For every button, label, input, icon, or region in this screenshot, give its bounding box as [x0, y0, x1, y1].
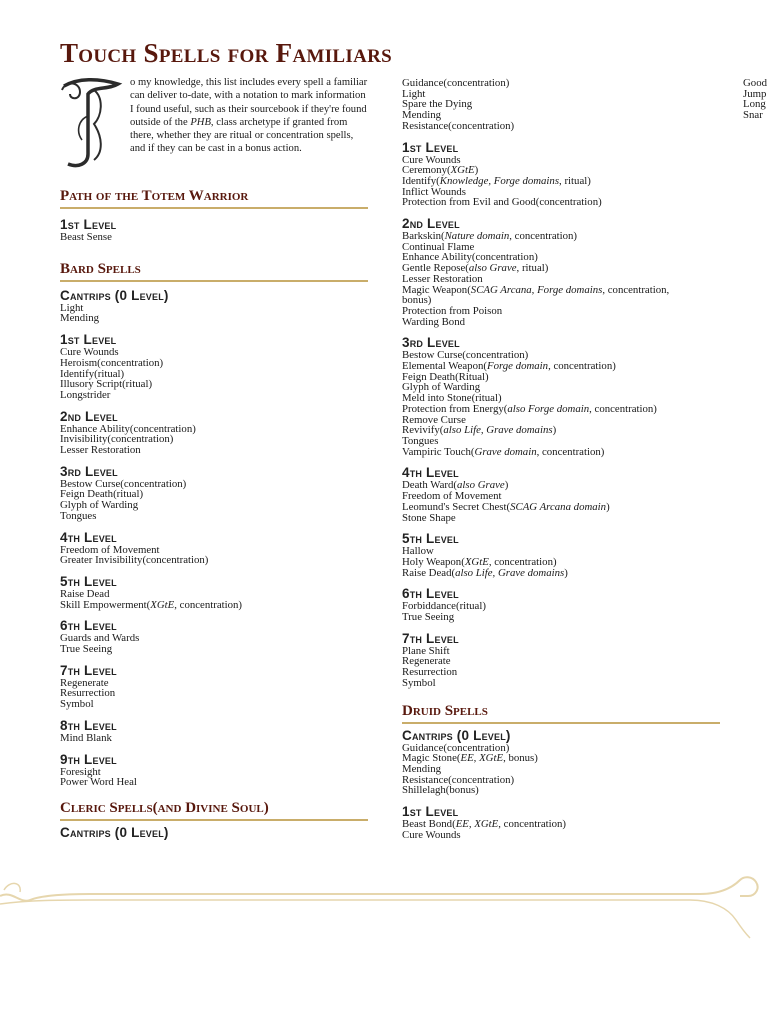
spell-item: Feign Death(ritual): [60, 488, 144, 501]
spell-item: Power Word Heal: [60, 776, 137, 789]
spell-item: Raise Dead(also Life, Grave domains): [402, 566, 568, 579]
spell-item: Warding Bond: [402, 315, 466, 328]
spell-item: Light: [402, 87, 426, 100]
spell-item: Illusory Script(ritual): [60, 378, 153, 391]
spell-item: Cure Wounds: [402, 153, 461, 166]
bard-level-7: 7th Level: [60, 662, 117, 678]
bard-level-2: 2nd Level: [60, 408, 118, 424]
cleric-level-6: 6th Level: [402, 586, 459, 602]
section-druid: Druid Spells: [402, 703, 720, 724]
bard-level-1: 1st Level: [60, 332, 117, 348]
spell-item: Cure Wounds: [402, 828, 461, 841]
spell-item: Holy Weapon(XGtE, concentration): [402, 555, 557, 568]
dropcap: [58, 76, 124, 166]
spell-item-continued: bonus): [402, 294, 432, 307]
spell-item: Invisibility(concentration): [60, 433, 174, 446]
spell-item: Plane Shift: [402, 644, 450, 657]
spell-item: Enhance Ability(concentration): [402, 251, 538, 264]
intro-phb: PHB: [190, 116, 211, 128]
spell-item: Vampiric Touch(Grave domain, concentration): [402, 445, 605, 458]
spell-item: Mending: [402, 109, 441, 122]
bard-level-4: 4th Level: [60, 529, 117, 545]
druid-level-1: 1st Level: [402, 804, 459, 820]
spell-item: Lesser Restoration: [60, 444, 141, 457]
spell-item: Resurrection: [60, 687, 116, 700]
spell-item: Lesser Restoration: [402, 272, 483, 285]
spell-item: Barkskin(Nature domain, concentration): [402, 230, 578, 243]
spell-item: Magic Weapon(SCAG Arcana, Forge domains, concentration,: [402, 283, 670, 296]
spell-item: Continual Flame: [402, 240, 475, 253]
spell-item: Shillelagh(bonus): [402, 784, 479, 797]
intro-paragraph: [60, 76, 368, 180]
cleric-level-1: 1st Level: [402, 139, 459, 155]
spell-item: Protection from Evil and Good(concentration): [402, 196, 602, 209]
bard-level-5: 5th Level: [60, 573, 117, 589]
bard-level-6: 6th Level: [60, 618, 117, 634]
spell-item: True Seeing: [60, 643, 113, 656]
middle-column: [402, 78, 720, 840]
spell-item: Symbol: [60, 698, 94, 711]
spell-item: Ceremony(XGtE): [402, 164, 479, 177]
spell-item: Mending: [402, 762, 441, 775]
spell-item: Bestow Curse(concentration): [402, 349, 529, 362]
dropcap-flourish-icon: [58, 76, 124, 172]
spell-item: Identify(ritual): [60, 367, 125, 380]
spell-item: Freedom of Movement: [60, 543, 160, 556]
spell-item: Elemental Weapon(Forge domain, concentration): [402, 360, 616, 373]
spell-item: Cure Wounds: [60, 346, 119, 359]
spell-item: True Seeing: [402, 611, 455, 624]
spell-item: Jump: [743, 87, 767, 100]
spell-item: Glyph of Warding: [402, 381, 481, 394]
spell-item: Resistance(concentration): [402, 119, 515, 132]
spell-item: Snar: [743, 109, 763, 121]
spell-item: Greater Invisibility(concentration): [60, 554, 209, 567]
cleric-level-5: 5th Level: [402, 531, 459, 547]
spell-item: Long: [743, 98, 766, 111]
cleric-cantrips: Cantrips (0 Level): [60, 824, 169, 840]
spell-item: Symbol: [402, 676, 436, 689]
spell-item: Beast Bond(EE, XGtE, concentration): [402, 818, 567, 831]
totem-level-1: 1st Level: [60, 217, 117, 232]
spell-item: Bestow Curse(concentration): [60, 477, 187, 490]
spell-item: Heroism(concentration): [60, 356, 164, 369]
cleric-level-4: 4th Level: [402, 465, 459, 481]
spell-item: Glyph of Warding: [60, 499, 139, 512]
spell-item: Stone Shape: [402, 511, 456, 524]
spell-item: Beast Sense: [60, 231, 112, 243]
section-totem-warrior: Path of the Totem Warrior: [60, 188, 368, 209]
spell-item: Leomund's Secret Chest(SCAG Arcana domain): [402, 500, 610, 513]
intro-text-before: o my knowledge, this list includes every spell a familiar can deliver to-date, with a notation to mark information I found useful, such as their sourcebook if they're found outside of the: [130, 77, 368, 128]
spell-item: Forbiddance(ritual): [402, 600, 486, 613]
bard-level-8: 8th Level: [60, 717, 117, 733]
intro-text-after: , class archetype if granted from there, whether they are ritual or concentration spells, and if they can be cast in a bonus action.: [130, 116, 354, 155]
spell-item: Foresight: [60, 765, 101, 778]
spell-item: Regenerate: [60, 676, 109, 689]
cleric-level-3: 3rd Level: [402, 335, 460, 351]
spell-item: Light: [60, 301, 84, 314]
spell-item: Guards and Wards: [60, 632, 140, 645]
bard-level-3: 3rd Level: [60, 463, 118, 479]
cleric-level-2: 2nd Level: [402, 216, 460, 232]
spell-item: Raise Dead: [60, 587, 110, 600]
spell-item: Good: [743, 78, 767, 89]
spell-item: Resurrection: [402, 666, 458, 679]
spell-item: Magic Stone(EE, XGtE, bonus): [402, 752, 538, 765]
spell-item: Resistance(concentration): [402, 773, 515, 786]
druid-cantrips: Cantrips (0 Level): [402, 727, 511, 743]
cleric-level-7: 7th Level: [402, 630, 459, 646]
footer-ornament-icon: [0, 860, 768, 940]
spell-item: Spare the Dying: [402, 98, 473, 111]
spell-item: Tongues: [402, 434, 439, 447]
spell-item: Inflict Wounds: [402, 185, 467, 198]
spell-item: Identify(Knowledge, Forge domains, ritual): [402, 174, 591, 187]
page-title: Touch Spells for Familiars: [60, 38, 392, 68]
spell-item: Regenerate: [402, 655, 451, 668]
spell-item: Feign Death(Ritual): [402, 370, 489, 383]
spell-item: Tongues: [60, 509, 97, 522]
spell-item: Protection from Energy(also Forge domain, concentration): [402, 402, 657, 415]
spell-item: Protection from Poison: [402, 304, 503, 317]
spell-item: Remove Curse: [402, 413, 466, 426]
section-bard: Bard Spells: [60, 261, 368, 282]
spell-item: Death Ward(also Grave): [402, 479, 509, 492]
spell-item: Gentle Repose(also Grave, ritual): [402, 262, 549, 275]
section-cleric: Cleric Spells(and Divine Soul): [60, 800, 368, 821]
spell-item: Revivify(also Life, Grave domains): [402, 424, 557, 437]
spell-item: Longstrider: [60, 388, 111, 401]
spell-item: Skill Empowerment(XGtE, concentration): [60, 598, 243, 611]
spell-item: Meld into Stone(ritual): [402, 392, 502, 405]
spell-item: Freedom of Movement: [402, 490, 502, 503]
bard-level-9: 9th Level: [60, 751, 117, 767]
spell-item: Mending: [60, 312, 99, 325]
spell-item: Guidance(concentration): [402, 77, 510, 89]
bard-cantrips: Cantrips (0 Level): [60, 287, 169, 303]
spell-item: Enhance Ability(concentration): [60, 422, 196, 435]
spell-item: Guidance(concentration): [402, 741, 510, 754]
right-column-cutoff: [743, 78, 768, 121]
spell-item: Hallow: [402, 545, 434, 558]
spell-item: Mind Blank: [60, 731, 112, 744]
left-column: [60, 76, 368, 840]
